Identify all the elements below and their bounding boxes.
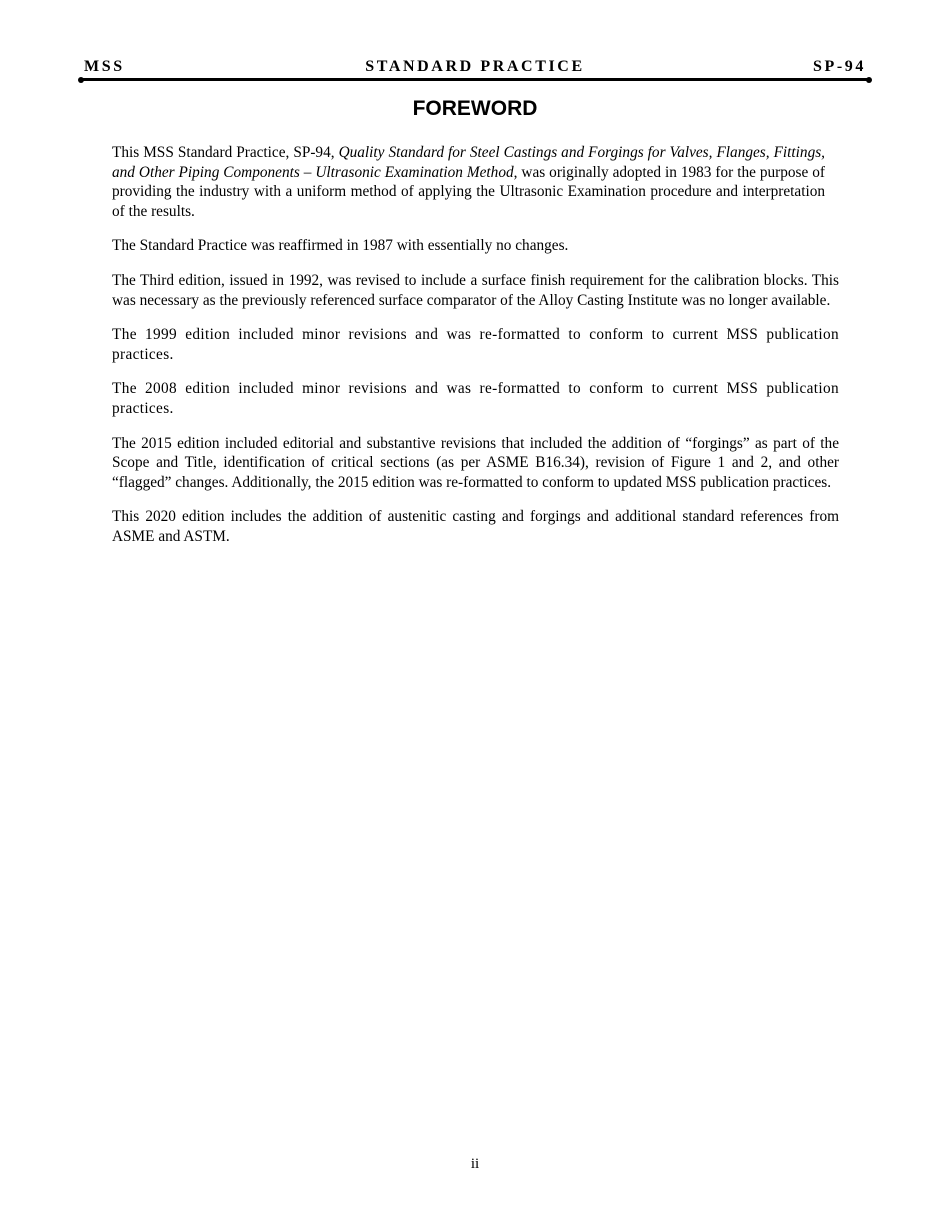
paragraph-2008-edition: The 2008 edition included minor revisions and was re-formatted to conform to current MSS publication practices. <box>112 380 839 417</box>
paragraph-2020-edition: This 2020 edition includes the addition of austenitic casting and forgings and additional standard references from ASME and ASTM. <box>112 508 839 545</box>
page-title: FOREWORD <box>412 97 538 120</box>
standard-title: Quality Standard for Steel Castings and Forgings for Valves, Flanges, Fittings, and Other Piping Components – Ultrasonic Examination Method <box>112 144 825 181</box>
paragraph-intro-text: This MSS Standard Practice, SP-94, <box>112 144 339 161</box>
header-standard-number: SP-94 <box>813 58 866 75</box>
paragraph-reaffirmation: The Standard Practice was reaffirmed in 1987 with essentially no changes. <box>112 237 569 255</box>
header-rule <box>80 78 870 81</box>
header-organization: MSS <box>84 58 125 75</box>
page-number: ii <box>470 1156 480 1172</box>
header-document-type: STANDARD PRACTICE <box>365 58 585 75</box>
paragraph-1999-edition: The 1999 edition included minor revisions and was re-formatted to conform to current MSS publication practices. <box>112 326 839 363</box>
paragraph-rest-text: , was originally adopted in 1983 for the purpose of providing the industry with a uniform method of applying the Ultrasonic Examination procedure and interpretation of the results. <box>112 163 826 220</box>
foreword-body <box>112 143 839 562</box>
running-header <box>84 58 866 78</box>
paragraph-original-adoption <box>112 143 825 221</box>
paragraph-2015-edition: The 2015 edition included editorial and substantive revisions that included the addition of “forgings” as part of the Scope and Title, identification of critical sections (as per ASME B16.34), revision of Figure 1 and 2, and other “flagged” changes. Additionally, the 2015 edition was re-formatted to conform to updated MSS publication practices. <box>112 434 839 491</box>
paragraph-third-edition: The Third edition, issued in 1992, was revised to include a surface finish requirement for the calibration blocks. This was necessary as the previously referenced surface comparator of the Alloy Casting Institute was no longer available. <box>112 271 839 309</box>
